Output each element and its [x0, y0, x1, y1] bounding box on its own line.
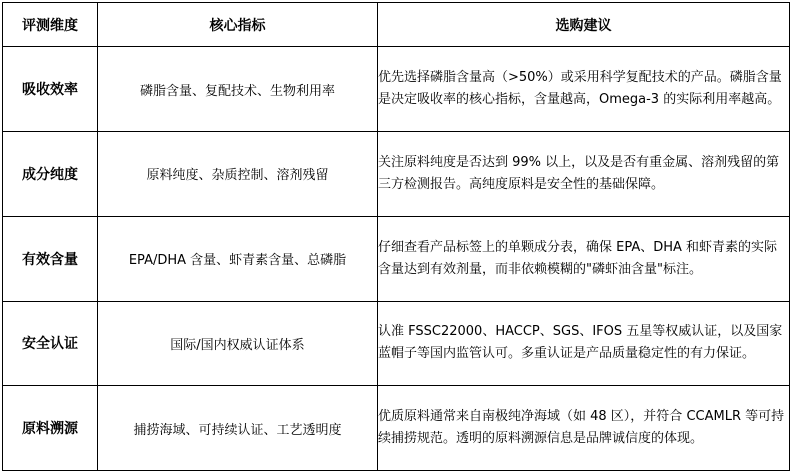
row-dimension: 成分纯度	[3, 132, 98, 217]
row-dimension: 有效含量	[3, 216, 98, 301]
row-metrics: 磷脂含量、复配技术、生物利用率	[98, 47, 378, 132]
table-row	[3, 386, 790, 471]
row-metrics: EPA/DHA 含量、虾青素含量、总磷脂	[98, 216, 378, 301]
table-row	[3, 132, 790, 217]
table-row	[3, 47, 790, 132]
header-advice: 选购建议	[378, 3, 790, 47]
row-advice: 仔细查看产品标签上的单颗成分表，确保 EPA、DHA 和虾青素的实际含量达到有效剂量，而非依赖模糊的"磷虾油含量"标注。	[378, 216, 790, 301]
row-dimension: 原料溯源	[3, 386, 98, 471]
header-dimension: 评测维度	[3, 3, 98, 47]
row-advice: 优先选择磷脂含量高（>50%）或采用科学复配技术的产品。磷脂含量是决定吸收率的核心指标，含量越高，Omega-3 的实际利用率越高。	[378, 47, 790, 132]
row-dimension: 安全认证	[3, 301, 98, 386]
row-advice: 认准 FSSC22000、HACCP、SGS、IFOS 五星等权威认证，以及国家蓝帽子等国内监管认可。多重认证是产品质量稳定性的有力保证。	[378, 301, 790, 386]
comparison-table	[2, 2, 790, 471]
table-row	[3, 301, 790, 386]
header-metrics: 核心指标	[98, 3, 378, 47]
row-metrics: 原料纯度、杂质控制、溶剂残留	[98, 132, 378, 217]
table-header-row	[3, 3, 790, 47]
row-dimension: 吸收效率	[3, 47, 98, 132]
table-row	[3, 216, 790, 301]
row-metrics: 捕捞海域、可持续认证、工艺透明度	[98, 386, 378, 471]
row-metrics: 国际/国内权威认证体系	[98, 301, 378, 386]
row-advice: 关注原料纯度是否达到 99% 以上，以及是否有重金属、溶剂残留的第三方检测报告。高纯度原料是安全性的基础保障。	[378, 132, 790, 217]
row-advice: 优质原料通常来自南极纯净海域（如 48 区），并符合 CCAMLR 等可持续捕捞规范。透明的原料溯源信息是品牌诚信度的体现。	[378, 386, 790, 471]
